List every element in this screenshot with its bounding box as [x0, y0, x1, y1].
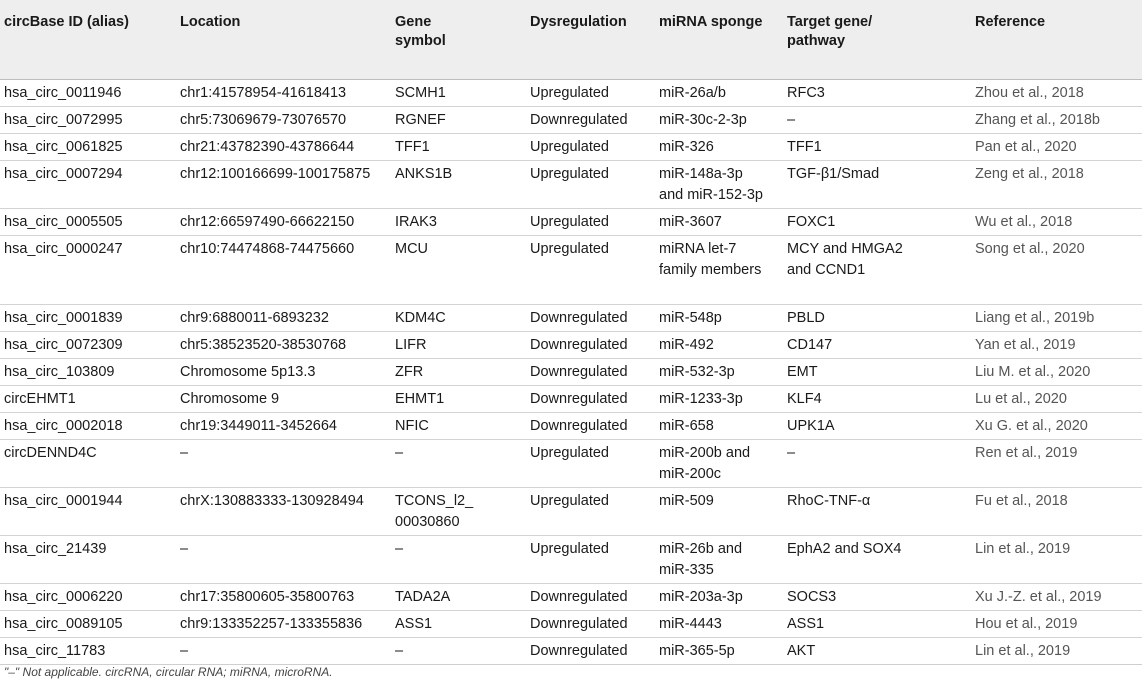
table-row: [0, 584, 1142, 611]
cell-reference: Zeng et al., 2018: [971, 161, 1142, 209]
header-reference: Reference: [971, 0, 1142, 80]
cell-target-gene: –: [783, 440, 971, 488]
cell-gene-symbol: TCONS_l2_ 00030860: [391, 488, 526, 536]
cell-mirna-sponge: miR-26b and miR-335: [655, 536, 783, 584]
cell-reference: Ren et al., 2019: [971, 440, 1142, 488]
table-header-row: [0, 0, 1142, 80]
cell-location: –: [176, 638, 391, 665]
cell-mirna-sponge: miRNA let-7 family members: [655, 236, 783, 305]
cell-reference: Lin et al., 2019: [971, 638, 1142, 665]
cell-gene-symbol: NFIC: [391, 413, 526, 440]
cell-reference: Lin et al., 2019: [971, 536, 1142, 584]
cell-target-gene: ASS1: [783, 611, 971, 638]
cell-gene-symbol: ZFR: [391, 359, 526, 386]
cell-target-gene: TFF1: [783, 134, 971, 161]
cell-dysregulation: Downregulated: [526, 107, 655, 134]
cell-circbase-id: hsa_circ_21439: [0, 536, 176, 584]
header-gene-symbol: Gene symbol: [391, 0, 526, 80]
cell-circbase-id: hsa_circ_0001839: [0, 305, 176, 332]
cell-target-gene: AKT: [783, 638, 971, 665]
cell-circbase-id: hsa_circ_0002018: [0, 413, 176, 440]
cell-dysregulation: Upregulated: [526, 134, 655, 161]
cell-target-gene: RhoC-TNF-α: [783, 488, 971, 536]
cell-mirna-sponge: miR-200b and miR-200c: [655, 440, 783, 488]
cell-reference: Liu M. et al., 2020: [971, 359, 1142, 386]
cell-location: Chromosome 9: [176, 386, 391, 413]
table-row: [0, 488, 1142, 536]
cell-dysregulation: Downregulated: [526, 584, 655, 611]
cell-circbase-id: hsa_circ_103809: [0, 359, 176, 386]
cell-target-gene: EphA2 and SOX4: [783, 536, 971, 584]
cell-target-gene: FOXC1: [783, 209, 971, 236]
cell-dysregulation: Upregulated: [526, 488, 655, 536]
cell-reference: Wu et al., 2018: [971, 209, 1142, 236]
cell-dysregulation: Upregulated: [526, 440, 655, 488]
cell-location: chr1:41578954-41618413: [176, 80, 391, 107]
cell-gene-symbol: RGNEF: [391, 107, 526, 134]
cell-gene-symbol: –: [391, 536, 526, 584]
table-row: [0, 440, 1142, 488]
cell-reference: Lu et al., 2020: [971, 386, 1142, 413]
cell-target-gene: –: [783, 107, 971, 134]
table-row: [0, 413, 1142, 440]
cell-reference: Xu J.-Z. et al., 2019: [971, 584, 1142, 611]
table-row: [0, 161, 1142, 209]
cell-gene-symbol: SCMH1: [391, 80, 526, 107]
cell-mirna-sponge: miR-509: [655, 488, 783, 536]
cell-mirna-sponge: miR-365-5p: [655, 638, 783, 665]
table-row: [0, 107, 1142, 134]
cell-circbase-id: hsa_circ_0072995: [0, 107, 176, 134]
cell-gene-symbol: –: [391, 638, 526, 665]
cell-mirna-sponge: miR-30c-2-3p: [655, 107, 783, 134]
cell-reference: Zhang et al., 2018b: [971, 107, 1142, 134]
cell-reference: Hou et al., 2019: [971, 611, 1142, 638]
cell-mirna-sponge: miR-492: [655, 332, 783, 359]
cell-circbase-id: hsa_circ_0000247: [0, 236, 176, 305]
cell-gene-symbol: TFF1: [391, 134, 526, 161]
cell-target-gene: EMT: [783, 359, 971, 386]
cell-location: chr12:100166699-100175875: [176, 161, 391, 209]
cell-location: chr19:3449011-3452664: [176, 413, 391, 440]
cell-dysregulation: Upregulated: [526, 161, 655, 209]
cell-gene-symbol: EHMT1: [391, 386, 526, 413]
cell-location: chr10:74474868-74475660: [176, 236, 391, 305]
cell-gene-symbol: ASS1: [391, 611, 526, 638]
cell-gene-symbol: LIFR: [391, 332, 526, 359]
cell-target-gene: KLF4: [783, 386, 971, 413]
cell-dysregulation: Upregulated: [526, 236, 655, 305]
cell-reference: Pan et al., 2020: [971, 134, 1142, 161]
cell-dysregulation: Upregulated: [526, 209, 655, 236]
cell-dysregulation: Upregulated: [526, 536, 655, 584]
cell-target-gene: MCY and HMGA2 and CCND1: [783, 236, 971, 305]
cell-reference: Zhou et al., 2018: [971, 80, 1142, 107]
table-row: [0, 80, 1142, 107]
cell-location: chr5:38523520-38530768: [176, 332, 391, 359]
cell-circbase-id: hsa_circ_0005505: [0, 209, 176, 236]
cell-circbase-id: hsa_circ_0007294: [0, 161, 176, 209]
cell-mirna-sponge: miR-203a-3p: [655, 584, 783, 611]
cell-gene-symbol: MCU: [391, 236, 526, 305]
cell-target-gene: RFC3: [783, 80, 971, 107]
cell-location: Chromosome 5p13.3: [176, 359, 391, 386]
cell-circbase-id: circEHMT1: [0, 386, 176, 413]
cell-mirna-sponge: miR-1233-3p: [655, 386, 783, 413]
cell-gene-symbol: ANKS1B: [391, 161, 526, 209]
cell-mirna-sponge: miR-26a/b: [655, 80, 783, 107]
cell-target-gene: SOCS3: [783, 584, 971, 611]
cell-target-gene: PBLD: [783, 305, 971, 332]
cell-circbase-id: hsa_circ_0061825: [0, 134, 176, 161]
cell-gene-symbol: –: [391, 440, 526, 488]
cell-dysregulation: Downregulated: [526, 386, 655, 413]
cell-dysregulation: Downregulated: [526, 332, 655, 359]
cell-gene-symbol: KDM4C: [391, 305, 526, 332]
cell-dysregulation: Downregulated: [526, 305, 655, 332]
table-row: [0, 536, 1142, 584]
cell-location: chr17:35800605-35800763: [176, 584, 391, 611]
cell-mirna-sponge: miR-658: [655, 413, 783, 440]
cell-circbase-id: hsa_circ_0072309: [0, 332, 176, 359]
cell-location: chr5:73069679-73076570: [176, 107, 391, 134]
cell-dysregulation: Downregulated: [526, 638, 655, 665]
table-row: [0, 638, 1142, 665]
cell-location: –: [176, 440, 391, 488]
cell-circbase-id: hsa_circ_11783: [0, 638, 176, 665]
table-row: [0, 305, 1142, 332]
cell-circbase-id: hsa_circ_0011946: [0, 80, 176, 107]
cell-location: chr9:133352257-133355836: [176, 611, 391, 638]
table-row: [0, 611, 1142, 638]
cell-mirna-sponge: miR-4443: [655, 611, 783, 638]
cell-target-gene: UPK1A: [783, 413, 971, 440]
header-mirna-sponge: miRNA sponge: [655, 0, 783, 80]
cell-target-gene: CD147: [783, 332, 971, 359]
table-body: [0, 80, 1142, 665]
header-location: Location: [176, 0, 391, 80]
cell-dysregulation: Downregulated: [526, 359, 655, 386]
cell-circbase-id: hsa_circ_0001944: [0, 488, 176, 536]
cell-circbase-id: hsa_circ_0006220: [0, 584, 176, 611]
cell-reference: Yan et al., 2019: [971, 332, 1142, 359]
cell-location: –: [176, 536, 391, 584]
cell-reference: Xu G. et al., 2020: [971, 413, 1142, 440]
cell-dysregulation: Downregulated: [526, 413, 655, 440]
cell-gene-symbol: TADA2A: [391, 584, 526, 611]
header-dysregulation: Dysregulation: [526, 0, 655, 80]
table-row: [0, 236, 1142, 305]
cell-mirna-sponge: miR-148a-3p and miR-152-3p: [655, 161, 783, 209]
table-row: [0, 386, 1142, 413]
cell-location: chrX:130883333-130928494: [176, 488, 391, 536]
cell-mirna-sponge: miR-326: [655, 134, 783, 161]
cell-mirna-sponge: miR-532-3p: [655, 359, 783, 386]
table-footnote: "–" Not applicable. circRNA, circular RNA; miRNA, microRNA.: [4, 665, 333, 679]
header-target-gene: Target gene/ pathway: [783, 0, 971, 80]
cell-mirna-sponge: miR-3607: [655, 209, 783, 236]
header-circbase-id: circBase ID (alias): [0, 0, 176, 80]
cell-dysregulation: Upregulated: [526, 80, 655, 107]
cell-circbase-id: hsa_circ_0089105: [0, 611, 176, 638]
table-row: [0, 209, 1142, 236]
cell-location: chr21:43782390-43786644: [176, 134, 391, 161]
cell-reference: Song et al., 2020: [971, 236, 1142, 305]
cell-dysregulation: Downregulated: [526, 611, 655, 638]
cell-gene-symbol: IRAK3: [391, 209, 526, 236]
cell-circbase-id: circDENND4C: [0, 440, 176, 488]
cell-location: chr12:66597490-66622150: [176, 209, 391, 236]
cell-target-gene: TGF-β1/Smad: [783, 161, 971, 209]
cell-reference: Liang et al., 2019b: [971, 305, 1142, 332]
cell-reference: Fu et al., 2018: [971, 488, 1142, 536]
table-row: [0, 359, 1142, 386]
cell-mirna-sponge: miR-548p: [655, 305, 783, 332]
table-row: [0, 134, 1142, 161]
table-row: [0, 332, 1142, 359]
cell-location: chr9:6880011-6893232: [176, 305, 391, 332]
